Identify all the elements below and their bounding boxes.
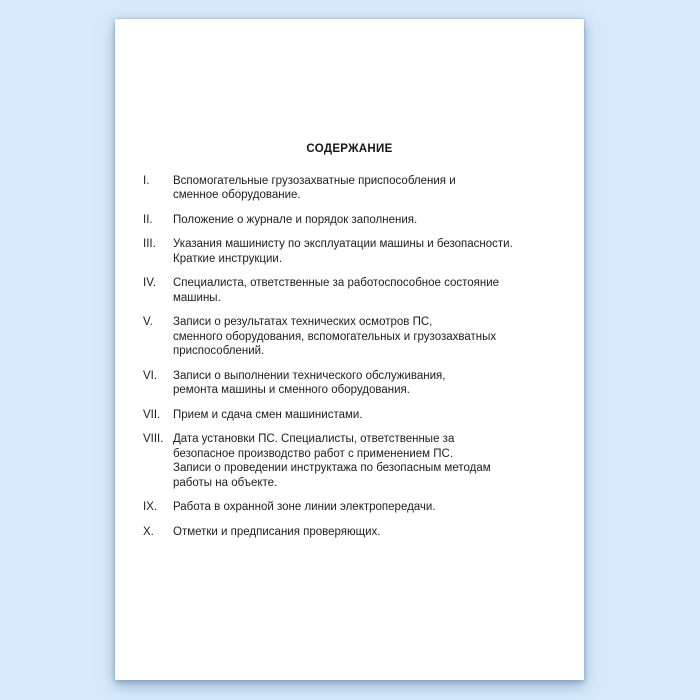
toc-item: [115, 432, 584, 490]
toc-item-text: Записи о выполнении технического обслуживания, ремонта машины и сменного оборудования.: [173, 369, 446, 396]
toc-item-numeral: II.: [143, 213, 153, 226]
toc-item-text: Специалиста, ответственные за работоспособное состояние машины.: [173, 277, 500, 304]
toc-item: [115, 213, 584, 228]
toc-item-text: Работа в охранной зоне линии электропередачи.: [173, 501, 436, 513]
toc-item: [115, 500, 584, 515]
toc-item-numeral: VII.: [143, 408, 161, 421]
toc-item-numeral: V.: [143, 316, 153, 328]
toc-item: [115, 174, 584, 203]
toc-item-numeral: III.: [143, 238, 156, 250]
toc-item-numeral: I.: [143, 174, 150, 187]
document-title: СОДЕРЖАНИЕ: [306, 143, 393, 155]
toc-item-numeral: VI.: [143, 369, 158, 382]
toc-item: [115, 408, 584, 423]
toc-item-text: Вспомогательные грузозахватные приспособления и сменное оборудование.: [173, 174, 456, 201]
toc-item-numeral: IX.: [143, 501, 158, 513]
toc-item-text: Прием и сдача смен машинистами.: [173, 408, 363, 421]
toc-item: [115, 276, 584, 305]
toc-item-numeral: VIII.: [143, 433, 164, 445]
document-page: [115, 19, 584, 680]
toc-item-text: Дата установки ПС. Специалисты, ответственные за безопасное производство работ с применением ПС. Записи о проведении инструктажа по безопасным методам работы на объекте.: [173, 433, 491, 489]
toc-item-text: Указания машинисту по эксплуатации машины и безопасности. Краткие инструкции.: [173, 238, 513, 265]
toc-item-text: Записи о результатах технических осмотров ПС, сменного оборудования, вспомогательных и грузозахватных приспособлений.: [173, 316, 497, 357]
toc-item: [115, 369, 584, 398]
toc-item-numeral: X.: [143, 525, 154, 538]
table-of-contents: [115, 174, 584, 540]
toc-item-numeral: IV.: [143, 277, 157, 289]
toc-item-text: Положение о журнале и порядок заполнения.: [173, 213, 418, 226]
toc-item-text: Отметки и предписания проверяющих.: [173, 525, 381, 538]
toc-item: [115, 237, 584, 266]
toc-item: [115, 315, 584, 359]
toc-item: [115, 525, 584, 540]
